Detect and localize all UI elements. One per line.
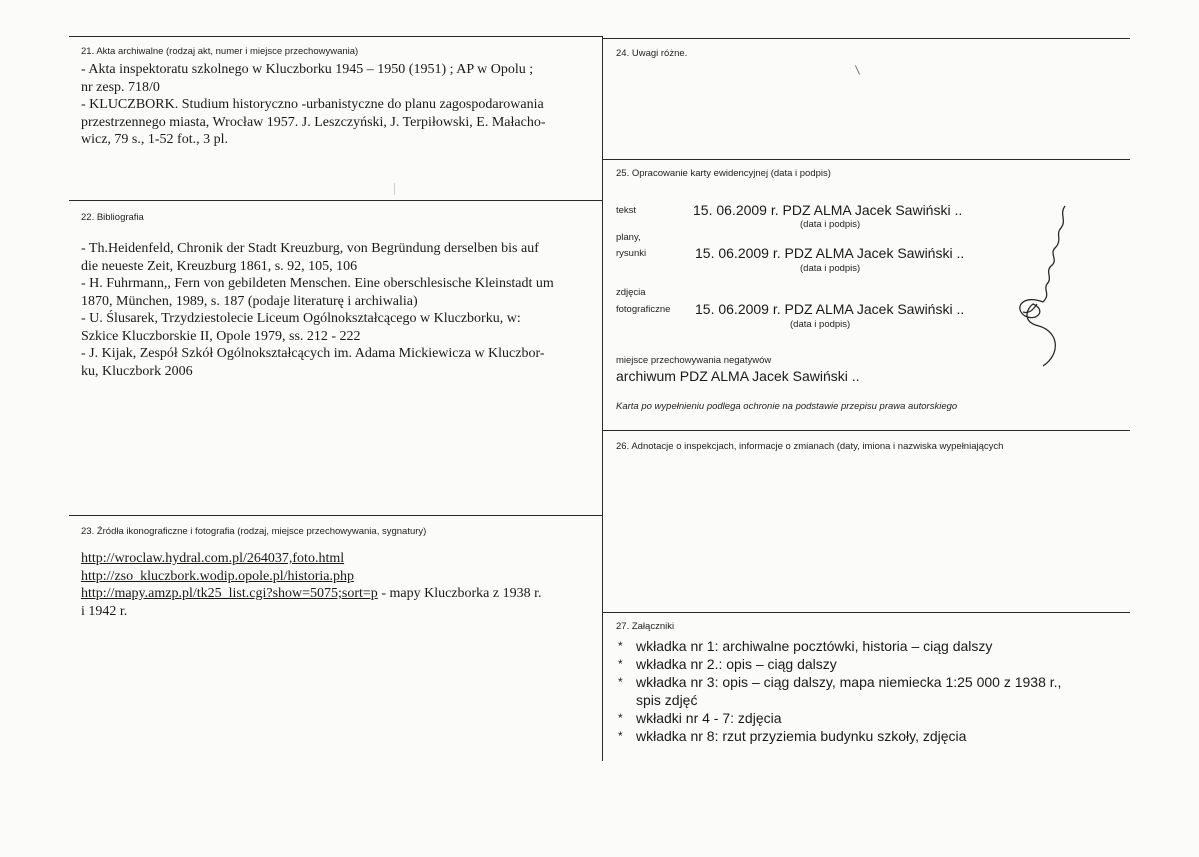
center-divider <box>602 36 603 761</box>
rule-section-26 <box>603 430 1130 431</box>
bullet-asterisk: * <box>618 657 623 671</box>
list-item: * wkładka nr 3: opis – ciąg dalszy, mapa niemiecka 1:25 000 z 1938 r., <box>618 674 1062 690</box>
text-line: - H. Fuhrmann,, Fern von gebildeten Menschen. Eine oberschlesische Kleinstadt um <box>81 276 554 291</box>
rysunki-label: rysunki <box>616 248 647 259</box>
text-line: nr zesp. 718/0 <box>81 79 160 95</box>
section-21-content <box>81 61 545 149</box>
list-item: * wkładka nr 1: archiwalne pocztówki, historia – ciąg dalszy <box>618 638 993 654</box>
text-line: przestrzennego miasta, Wrocław 1957. J. Leszczyński, J. Terpiłowski, E. Małacho- <box>81 114 546 130</box>
link-wroclaw-hydral[interactable]: http://wroclaw.hydral.com.pl/264037,foto.html <box>81 551 345 566</box>
tekst-caption: (data i podpis) <box>800 219 861 230</box>
tekst-entry: 15. 06.2009 r. PDZ ALMA Jacek Sawiński .. <box>693 202 963 218</box>
bullet-asterisk: * <box>618 639 623 653</box>
tekst-label: tekst <box>616 205 637 216</box>
rule-section-27 <box>603 612 1130 613</box>
text-line: - Akta inspektoratu szkolnego w Kluczborku 1945 – 1950 (1951) ; AP w Opolu ; <box>81 62 534 77</box>
plany-label: plany, <box>616 232 641 243</box>
list-item: * wkładki nr 4 - 7: zdjęcia <box>618 710 782 726</box>
bullet-asterisk: * <box>618 711 623 725</box>
link-zso-kluczbork[interactable]: http://zso_kluczbork.wodip.opole.pl/historia.php <box>81 568 354 584</box>
rule-section-22 <box>69 200 602 201</box>
section-25-label: 25. Opracowanie karty ewidencyjnej (data i podpis) <box>616 168 831 179</box>
rysunki-caption: (data i podpis) <box>800 263 861 274</box>
text-line: i 1942 r. <box>81 603 128 619</box>
negatives-label: miejsce przechowywania negatywów <box>616 355 772 366</box>
text-line: - U. Ślusarek, Trzydziestolecie Liceum Ogólnokształcącego w Kluczborku, w: <box>81 311 521 326</box>
rysunki-entry: 15. 06.2009 r. PDZ ALMA Jacek Sawiński .. <box>695 245 965 261</box>
section-21-label: 21. Akta archiwalne (rodzaj akt, numer i miejsce przechowywania) <box>81 46 359 57</box>
section-26-label: 26. Adnotacje o inspekcjach, informacje o zmianach (daty, imiona i nazwiska wypełniających <box>616 441 1004 452</box>
text-line: wicz, 79 s., 1-52 fot., 3 pl. <box>81 132 228 147</box>
text-line: 1870, München, 1989, s. 187 (podaje literaturę i archiwalia) <box>81 293 418 309</box>
link-suffix-text: - mapy Kluczborka z 1938 r. <box>377 586 542 601</box>
bullet-asterisk: * <box>618 675 623 689</box>
text-line: Szkice Kluczborskie II, Opole 1979, ss. 212 - 222 <box>81 328 361 344</box>
bullet-asterisk: * <box>618 729 623 743</box>
section-27-label: 27. Załączniki <box>616 621 675 632</box>
foto-caption: (data i podpis) <box>790 319 851 330</box>
list-item: * wkładka nr 8: rzut przyziemia budynku szkoły, zdjęcia <box>618 728 967 744</box>
negatives-value: archiwum PDZ ALMA Jacek Sawiński .. <box>616 368 860 384</box>
foto-entry: 15. 06.2009 r. PDZ ALMA Jacek Sawiński .. <box>695 301 965 317</box>
section-22-content <box>81 240 554 380</box>
top-rule-left <box>69 36 602 37</box>
list-item-continuation: spis zdjęć <box>636 692 698 708</box>
section-22-label: 22. Bibliografia <box>81 212 144 223</box>
attachments-list <box>616 637 1061 745</box>
section-24-label: 24. Uwagi różne. <box>616 48 688 59</box>
text-line: - KLUCZBORK. Studium historyczno -urbanistyczne do planu zagospodarowania <box>81 97 544 112</box>
scan-speck <box>855 65 860 74</box>
rule-section-25 <box>603 159 1130 160</box>
section-23-label: 23. Źródła ikonograficzne i fotografia (rodzaj, miejsce przechowywania, sygnatury) <box>81 526 427 537</box>
zdjecia-label: zdjęcia <box>616 287 646 298</box>
link-mapy-amzp[interactable]: http://mapy.amzp.pl/tk25_list.cgi?show=5075;sort=p <box>81 586 378 601</box>
text-line: - J. Kijak, Zespół Szkół Ogólnokształcących im. Adama Mickiewicza w Kluczbor- <box>81 346 545 361</box>
section-23-content <box>81 550 542 620</box>
scan-speck <box>394 183 395 195</box>
text-line: - Th.Heidenfeld, Chronik der Stadt Kreuzburg, von Begründung derselben bis auf <box>81 241 539 256</box>
list-item: * wkładka nr 2.: opis – ciąg dalszy <box>618 656 837 672</box>
text-line: die neueste Zeit, Kreuzburg 1861, s. 92, 105, 106 <box>81 258 358 274</box>
copyright-note: Karta po wypełnieniu podlega ochronie na podstawie przepisu prawa autorskiego <box>616 401 958 412</box>
top-rule-right <box>603 38 1130 39</box>
text-line: ku, Kluczbork 2006 <box>81 363 193 379</box>
fotograficzne-label: fotograficzne <box>616 304 671 315</box>
handwritten-signature <box>1003 198 1073 373</box>
rule-section-23 <box>69 515 602 516</box>
